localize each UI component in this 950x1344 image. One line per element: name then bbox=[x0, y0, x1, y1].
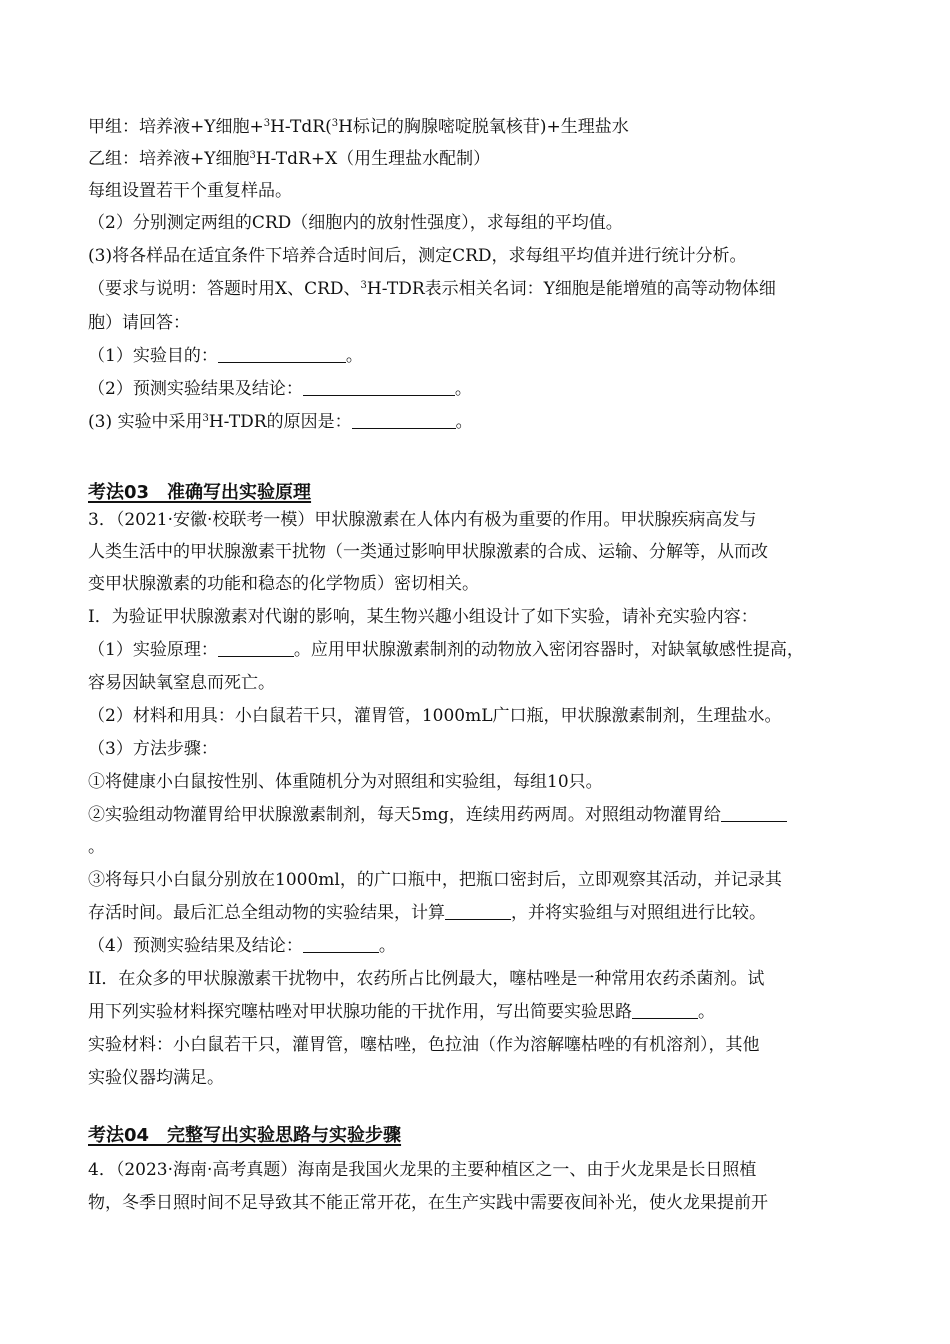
answer-blank[interactable] bbox=[303, 936, 379, 953]
text-line: (3)将各样品在适宜条件下培养合适时间后，测定CRD，求每组平均值并进行统计分析。 bbox=[88, 246, 747, 266]
text-line: II．在众多的甲状腺激素干扰物中，农药所占比例最大，噻枯唑是一种常用农药杀菌剂。试 bbox=[88, 969, 765, 989]
text-line: （2）分别测定两组的CRD（细胞内的放射性强度），求每组的平均值。 bbox=[88, 213, 623, 233]
section-heading-03: 考法03 准确写出实验原理 bbox=[88, 482, 312, 503]
question-3: (3) 实验中采用$^3$H-TDR的原因是： 。 bbox=[88, 412, 473, 432]
note-line: （要求与说明：答题时用X、CRD、$^3$H-TDR表示相关名词：Y细胞是能增殖的高等动物体细 bbox=[88, 279, 776, 299]
group-a-line: 甲组：培养液+Y细胞+$^3$H-TdR($^3$H标记的胸腺嘧啶脱氧核苷)+生理盐水 bbox=[88, 117, 629, 137]
principle-line: （1）实验原理： 。应用甲状腺激素制剂的动物放入密闭容器时，对缺氧敏感性提高， bbox=[88, 640, 804, 660]
answer-blank[interactable] bbox=[632, 1002, 698, 1019]
answer-blank[interactable] bbox=[218, 346, 346, 363]
text-line: 容易因缺氧窒息而死亡。 bbox=[88, 673, 275, 693]
text-line: ①将健康小白鼠按性别、体重随机分为对照组和实验组，每组10只。 bbox=[88, 772, 603, 792]
step-3-line: 存活时间。最后汇总全组动物的实验结果，计算 ，并将实验组与对照组进行比较。 bbox=[88, 903, 766, 923]
text-line: ③将每只小白鼠分别放在1000ml，的广口瓶中，把瓶口密封后，立即观察其活动，并记录其 bbox=[88, 870, 782, 890]
question-2: （2）预测实验结果及结论： 。 bbox=[88, 379, 472, 399]
text-line: 4．（2023·海南·高考真题）海南是我国火龙果的主要种植区之一、由于火龙果是长日照植 bbox=[88, 1160, 757, 1180]
step-2-line: ②实验组动物灌胃给甲状腺激素制剂，每天5mg，连续用药两周。对照组动物灌胃给 bbox=[88, 804, 878, 826]
text-line: 变甲状腺激素的功能和稳态的化学物质）密切相关。 bbox=[88, 574, 479, 594]
text-line: 实验仪器均满足。 bbox=[88, 1068, 224, 1088]
text-line: 实验材料：小白鼠若干只，灌胃管，噻枯唑，色拉油（作为溶解噻枯唑的有机溶剂），其他 bbox=[88, 1035, 760, 1055]
text-line: 人类生活中的甲状腺激素干扰物（一类通过影响甲状腺激素的合成、运输、分解等，从而改 bbox=[88, 542, 768, 562]
answer-blank[interactable] bbox=[445, 903, 511, 920]
idea-line: 用下列实验材料探究噻枯唑对甲状腺功能的干扰作用，写出简要实验思路 。 bbox=[88, 1002, 715, 1022]
text-line: I．为验证甲状腺激素对代谢的影响，某生物兴趣小组设计了如下实验，请补充实验内容： bbox=[88, 607, 758, 627]
text-line: （3）方法步骤： bbox=[88, 739, 218, 759]
answer-blank[interactable] bbox=[352, 412, 456, 429]
prediction-line: （4）预测实验结果及结论： 。 bbox=[88, 936, 396, 956]
answer-blank[interactable] bbox=[303, 379, 455, 396]
answer-blank[interactable] bbox=[218, 640, 294, 657]
text-line: 胞）请回答： bbox=[88, 313, 190, 333]
text-line: 。 bbox=[88, 837, 105, 857]
text-line: 每组设置若干个重复样品。 bbox=[88, 181, 292, 201]
text-line: 3．（2021·安徽·校联考一模）甲状腺激素在人体内有极为重要的作用。甲状腺疾病高发与 bbox=[88, 510, 757, 530]
section-heading-04: 考法04 完整写出实验思路与实验步骤 bbox=[88, 1125, 402, 1146]
text-line: （2）材料和用具：小白鼠若干只，灌胃管，1000mL广口瓶，甲状腺激素制剂，生理盐水。 bbox=[88, 706, 782, 726]
group-b-line: 乙组：培养液+Y细胞$^3$H-TdR+X（用生理盐水配制） bbox=[88, 149, 491, 169]
question-1: （1）实验目的： 。 bbox=[88, 346, 363, 366]
text-line: 物，冬季日照时间不足导致其不能正常开花，在生产实践中需要夜间补光，使火龙果提前开 bbox=[88, 1193, 768, 1213]
answer-blank[interactable] bbox=[721, 805, 787, 822]
